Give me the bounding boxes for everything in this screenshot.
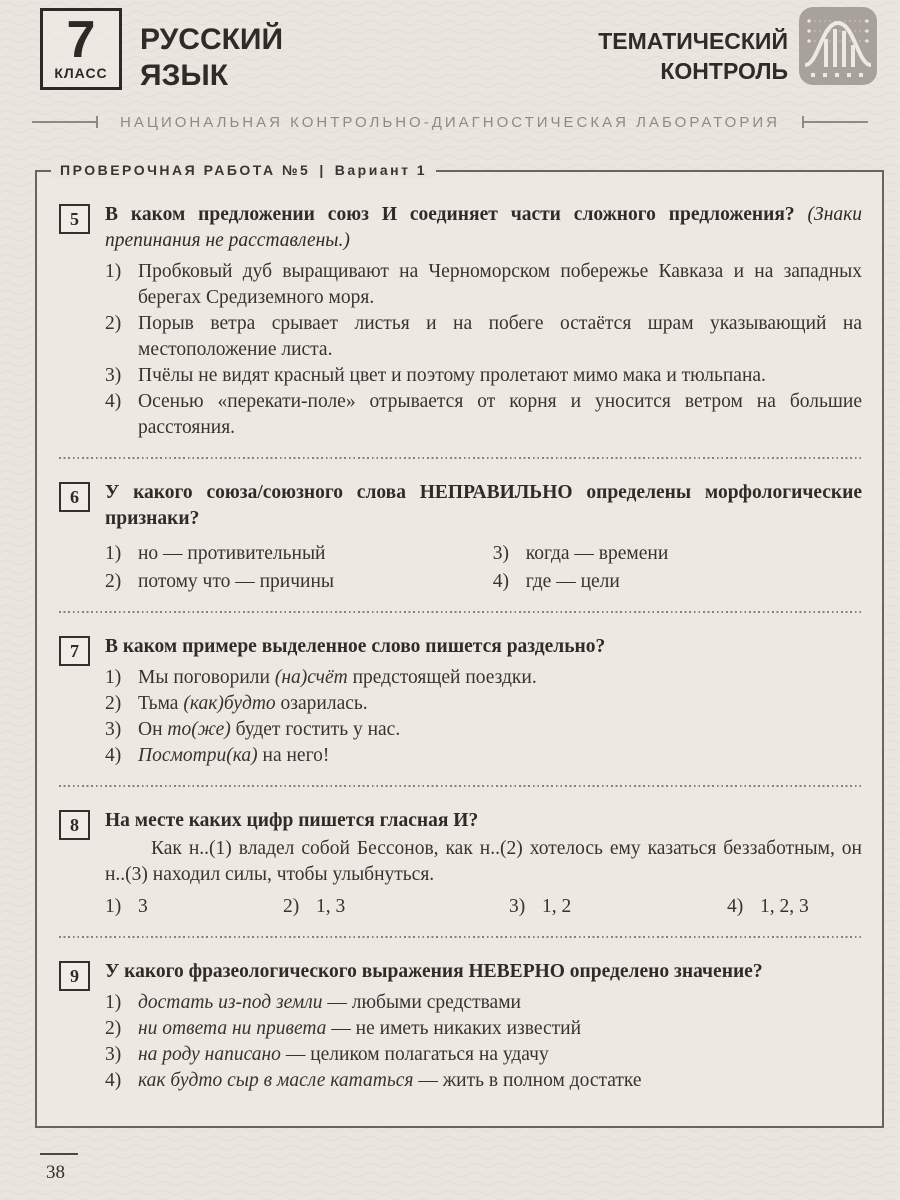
- text-segment: достать из-под земли: [138, 992, 323, 1013]
- text-segment: У какого фразеологического выражения НЕВЕРНО определено значение?: [105, 961, 763, 982]
- series-line-1: ТЕМАТИЧЕСКИЙ: [598, 28, 788, 54]
- option-text: [138, 665, 862, 691]
- text-segment: 1, 2: [542, 896, 572, 917]
- text-segment: Порыв ветра срывает листья и на побеге остаётся шрам указывающий на местоположение листа.: [138, 313, 862, 360]
- text-segment: когда — времени: [525, 543, 669, 564]
- answer-options: [105, 541, 862, 595]
- answer-option: [105, 1016, 862, 1042]
- answer-option: [283, 894, 509, 920]
- lab-banner: [32, 113, 868, 131]
- answer-option: [105, 363, 862, 389]
- question-number-box: 7: [59, 636, 90, 666]
- option-number: 2): [105, 1018, 122, 1039]
- option-text: [138, 743, 862, 769]
- text-segment: (на)счёт: [274, 667, 348, 688]
- option-number: 1): [105, 896, 122, 917]
- text-segment: Пчёлы не видят красный цвет и поэтому пролетают мимо мака и тюльпана.: [138, 365, 766, 386]
- option-number: 1): [105, 992, 122, 1013]
- text-segment: (Знаки препинания не расставлены.): [105, 204, 862, 251]
- worksheet-variant: Вариант 1: [334, 162, 428, 178]
- answer-options: [105, 990, 862, 1094]
- answer-option: [493, 569, 862, 595]
- banner-rule-right: [804, 121, 868, 123]
- answer-option: [105, 541, 493, 567]
- answer-option: [105, 259, 862, 311]
- answer-options: [105, 894, 862, 920]
- option-number: 1): [105, 667, 122, 688]
- option-text: [138, 569, 493, 595]
- text-segment: Осенью «перекати-поле» отрывается от корня и уносится ветром на большие расстояния.: [138, 391, 862, 438]
- text-segment: В каком предложении союз И соединяет части сложного предложения?: [105, 204, 808, 225]
- text-segment: Посмотри(ка): [138, 745, 258, 766]
- text-segment: В каком примере выделенное слово пишется раздельно?: [105, 636, 606, 657]
- question-prompt: [105, 202, 862, 254]
- questions-area: [37, 172, 882, 1094]
- answer-dotted-line: [59, 457, 862, 459]
- option-text: [138, 717, 862, 743]
- grade-badge: [40, 8, 122, 90]
- question-content: [105, 634, 862, 769]
- text-segment: на него!: [257, 745, 330, 766]
- answer-dotted-line: [59, 936, 862, 938]
- answer-option: [105, 743, 862, 769]
- option-text: [316, 894, 509, 920]
- bell-curve-icon: [798, 6, 878, 86]
- text-segment: будет гостить у нас.: [230, 719, 401, 740]
- question-7: [59, 634, 862, 769]
- answer-dotted-line: [59, 611, 862, 613]
- answer-option: [105, 990, 862, 1016]
- answer-option: [105, 1042, 862, 1068]
- text-segment: где — цели: [525, 571, 620, 592]
- text-segment: как будто сыр в масле кататься: [138, 1070, 414, 1091]
- grade-number: 7: [66, 10, 96, 69]
- question-content: [105, 480, 862, 595]
- text-segment: — целиком полагаться на удачу: [280, 1044, 549, 1065]
- text-segment: Тьма: [138, 693, 184, 714]
- option-text: [138, 259, 862, 311]
- answer-option: [105, 569, 493, 595]
- option-text: [138, 691, 862, 717]
- answer-option: [105, 691, 862, 717]
- option-text: [526, 541, 862, 567]
- worksheet-label-separator: |: [319, 162, 326, 178]
- answer-dotted-line: [59, 785, 862, 787]
- text-segment: 1, 3: [316, 896, 346, 917]
- answer-option: [105, 717, 862, 743]
- banner-rule-left: [32, 121, 96, 123]
- subject-line-1: РУССКИЙ: [140, 23, 284, 56]
- worksheet-title: ПРОВЕРОЧНАЯ РАБОТА №5: [60, 162, 311, 178]
- question-number-box: 8: [59, 810, 90, 840]
- question-passage: [105, 836, 862, 888]
- option-text: [138, 894, 283, 920]
- answer-option: [105, 389, 862, 441]
- text-segment: Пробковый дуб выращивают на Черноморском побережье Кавказа и на западных берегах Средиземного моря.: [138, 261, 862, 308]
- option-number: 3): [105, 365, 122, 386]
- subject-title: [140, 22, 283, 94]
- question-number-box: 5: [59, 204, 90, 234]
- option-number: 1): [105, 261, 122, 282]
- option-text: [138, 389, 862, 441]
- option-number: 2): [105, 571, 122, 592]
- option-number: 2): [105, 313, 122, 334]
- option-number: 4): [105, 1070, 122, 1091]
- series-line-2: КОНТРОЛЬ: [660, 58, 788, 84]
- question-content: [105, 959, 862, 1094]
- answer-option: [105, 894, 283, 920]
- option-number: 2): [283, 896, 300, 917]
- option-text: [760, 894, 862, 920]
- text-segment: У какого союза/союзного слова НЕПРАВИЛЬНО определены морфологические признаки?: [105, 482, 862, 529]
- page-number: 38: [46, 1162, 65, 1183]
- question-prompt: [105, 959, 862, 985]
- text-segment: озарилась.: [275, 693, 368, 714]
- lab-banner-text: НАЦИОНАЛЬНАЯ КОНТРОЛЬНО-ДИАГНОСТИЧЕСКАЯ ЛАБОРАТОРИЯ: [120, 113, 780, 131]
- text-segment: 1, 2, 3: [760, 896, 809, 917]
- text-segment: Он: [138, 719, 168, 740]
- answer-options: [105, 665, 862, 769]
- text-segment: на роду написано: [138, 1044, 281, 1065]
- text-segment: то(же): [167, 719, 231, 740]
- subject-line-2: ЯЗЫК: [140, 59, 229, 92]
- option-text: [542, 894, 727, 920]
- text-segment: — жить в полном достатке: [413, 1070, 642, 1091]
- series-title: [598, 26, 788, 86]
- option-number: 3): [105, 1044, 122, 1065]
- answer-option: [105, 311, 862, 363]
- option-number: 3): [492, 543, 509, 564]
- text-segment: потому что — причины: [138, 571, 335, 592]
- option-text: [138, 990, 862, 1016]
- option-text: [526, 569, 862, 595]
- option-number: 3): [105, 719, 122, 740]
- text-segment: ни ответа ни привета: [138, 1018, 327, 1039]
- text-segment: — не иметь никаких известий: [326, 1018, 582, 1039]
- option-text: [138, 1042, 862, 1068]
- grade-label: КЛАСС: [54, 65, 108, 82]
- answer-option: [105, 1068, 862, 1094]
- text-segment: Как н..(1) владел собой Бессонов, как н..(2) хотелось ему казаться беззаботным, он н..(3) находил силы, чтобы улыбнуться.: [105, 838, 862, 885]
- option-number: 4): [105, 745, 122, 766]
- question-content: [105, 202, 862, 441]
- answer-option: [509, 894, 727, 920]
- answer-options: [105, 259, 862, 441]
- option-text: [138, 311, 862, 363]
- worksheet-frame: [35, 162, 884, 1128]
- option-text: [138, 363, 862, 389]
- option-number: 3): [509, 896, 526, 917]
- question-number-box: 9: [59, 961, 90, 991]
- text-segment: 3: [138, 896, 148, 917]
- option-number: 4): [492, 571, 509, 592]
- question-5: [59, 202, 862, 441]
- option-number: 4): [105, 391, 122, 412]
- worksheet-label: [51, 162, 436, 178]
- text-segment: предстоящей поездки.: [347, 667, 537, 688]
- text-segment: но — противительный: [138, 543, 326, 564]
- question-content: [105, 808, 862, 920]
- answer-option: [105, 665, 862, 691]
- option-text: [138, 541, 493, 567]
- option-text: [138, 1016, 862, 1042]
- question-prompt: [105, 634, 862, 660]
- option-text: [138, 1068, 862, 1094]
- answer-option: [727, 894, 862, 920]
- option-number: 4): [727, 896, 744, 917]
- question-prompt: [105, 808, 862, 834]
- text-segment: На месте каких цифр пишется гласная И?: [105, 810, 479, 831]
- text-segment: Мы поговорили: [138, 667, 275, 688]
- question-number-box: 6: [59, 482, 90, 512]
- text-segment: — любыми средствами: [322, 992, 521, 1013]
- question-9: [59, 959, 862, 1094]
- answer-option: [493, 541, 862, 567]
- option-number: 2): [105, 693, 122, 714]
- text-segment: (как)будто: [183, 693, 276, 714]
- option-number: 1): [105, 543, 122, 564]
- question-prompt: [105, 480, 862, 532]
- question-8: [59, 808, 862, 920]
- page-number-rule: [40, 1153, 78, 1155]
- question-6: [59, 480, 862, 595]
